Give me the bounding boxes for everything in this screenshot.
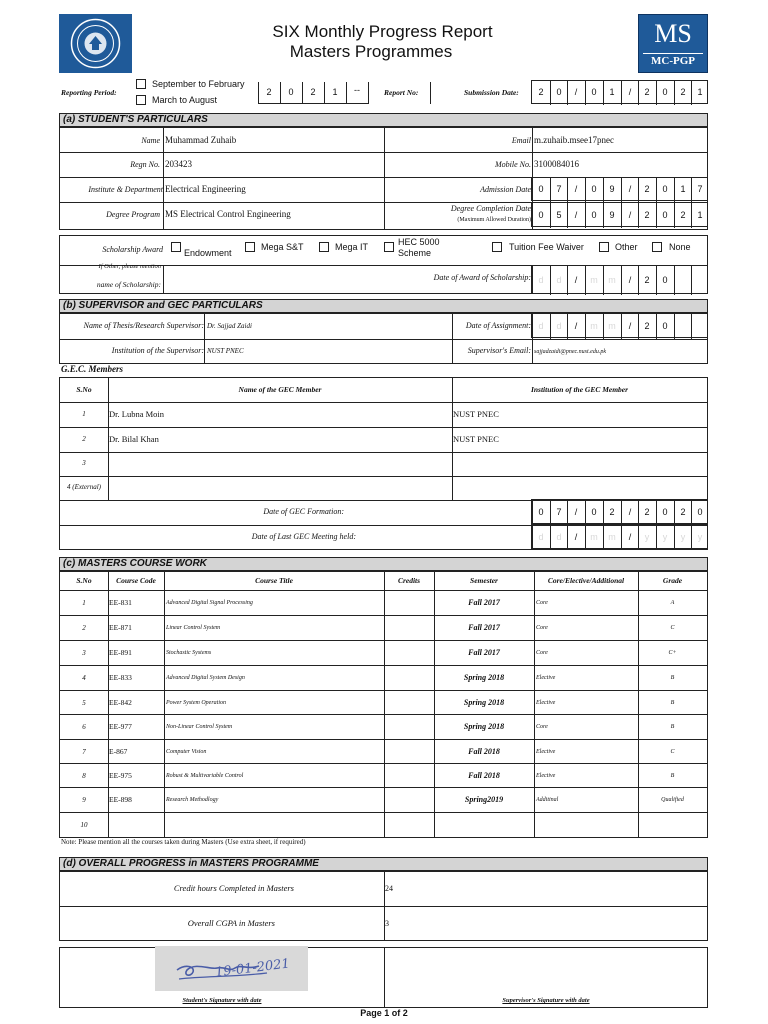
course-row-sno: 6 <box>82 723 86 731</box>
submission-date-boxes[interactable] <box>531 80 708 104</box>
course-row-semester[interactable]: Fall 2018 <box>468 771 500 780</box>
course-row-type[interactable]: Elective <box>536 700 556 706</box>
date-digit: 0 <box>591 210 597 220</box>
student-institute[interactable]: Electrical Engineering <box>165 184 246 194</box>
course-row-sno: 8 <box>82 772 86 780</box>
date-digit: y <box>680 532 686 542</box>
student-signature-image <box>155 946 308 991</box>
course-row-grade[interactable]: B <box>670 700 675 706</box>
assign-date-boxes[interactable] <box>531 313 708 338</box>
endowment-label: Endowment <box>184 248 232 258</box>
meeting-date-boxes[interactable] <box>531 524 708 549</box>
gec-meeting-label: Date of Last GEC Meeting held: <box>251 532 356 541</box>
course-row-semester[interactable]: Spring 2018 <box>463 673 505 682</box>
date-digit: 1 <box>697 87 703 97</box>
date-digit: / <box>628 87 632 97</box>
course-row-title[interactable]: Robust & Multivariable Control <box>166 773 244 779</box>
mega-it-checkbox[interactable] <box>319 242 329 252</box>
course-row-grade[interactable]: B <box>670 675 675 681</box>
email-label: Email <box>511 136 531 145</box>
completion-note: (Maximum Allowed Duration) <box>457 217 531 223</box>
course-row-code[interactable]: EE-831 <box>109 598 132 607</box>
date-digit: / <box>574 87 578 97</box>
course-row-title[interactable]: Research Methodlogy <box>166 797 219 803</box>
date-digit: 2 <box>609 507 615 517</box>
date-digit: 0 <box>662 210 668 220</box>
date-digit: / <box>574 507 578 517</box>
course-row-semester[interactable]: Spring 2018 <box>463 698 505 707</box>
award-date-label: Date of Award of Scholarship: <box>433 273 531 282</box>
ms-badge <box>638 14 708 73</box>
endowment-checkbox[interactable] <box>171 242 181 252</box>
year-digit: 2 <box>266 87 272 97</box>
date-digit: d <box>556 532 562 542</box>
gec-row-name[interactable]: Dr. Bilal Khan <box>109 434 159 444</box>
assignment-date-label: Date of Assignment: <box>465 321 531 330</box>
date-digit: 0 <box>591 184 597 194</box>
date-digit: 0 <box>662 87 668 97</box>
course-row-semester[interactable]: Fall 2018 <box>468 747 500 756</box>
course-row-code[interactable]: EE-975 <box>109 771 132 780</box>
report-title: SIX Monthly Progress Report <box>272 22 493 41</box>
other-label: Other <box>615 242 638 252</box>
course-row-title[interactable]: Computer Vision <box>166 749 207 755</box>
course-row-title[interactable]: Stochastic Systems <box>166 650 212 656</box>
tuition-waiver-checkbox[interactable] <box>492 242 502 252</box>
date-digit: 0 <box>538 184 544 194</box>
date-digit: d <box>556 275 562 285</box>
course-row-title[interactable]: Non-Linear Control System <box>166 724 233 730</box>
supervisor-email[interactable]: sajjadzaidi@pnec.nust.edu.pk <box>534 349 607 355</box>
date-digit: 9 <box>609 184 615 194</box>
date-digit: m <box>590 532 598 542</box>
date-digit: / <box>574 275 578 285</box>
course-header-type: Core/Elective/Additional <box>547 576 625 585</box>
hec-5000-checkbox[interactable] <box>384 242 394 252</box>
none-checkbox[interactable] <box>652 242 662 252</box>
date-digit: 2 <box>680 87 686 97</box>
program-label: Degree Program <box>106 210 160 219</box>
date-digit: m <box>608 532 616 542</box>
date-digit: d <box>538 275 544 285</box>
signature-date: 19-01-2021 <box>214 956 291 981</box>
course-row-sno: 9 <box>82 796 86 804</box>
none-label: None <box>669 242 691 252</box>
reporting-period-label: Reporting Period: <box>61 88 117 97</box>
course-row-type[interactable]: Core <box>536 650 548 656</box>
institute-label: Institute & Department <box>88 185 163 194</box>
date-digit: 0 <box>662 321 668 331</box>
other-scholarship-note-1: If Other, please mention <box>98 263 161 270</box>
date-digit: / <box>574 321 578 331</box>
course-row-code[interactable]: EE-833 <box>109 673 132 682</box>
cgpa-value[interactable]: 3 <box>385 919 389 928</box>
regn-label: Regn No. <box>130 160 160 169</box>
course-row-sno: 2 <box>82 624 86 632</box>
gec-formation-label: Date of GEC Formation: <box>263 507 344 516</box>
student-name[interactable]: Muhammad Zuhaib <box>165 135 237 145</box>
date-digit: 2 <box>680 210 686 220</box>
student-regn[interactable]: 203423 <box>165 159 192 169</box>
course-row-sno: 1 <box>82 599 86 607</box>
date-digit: 1 <box>680 184 686 194</box>
course-row-type[interactable]: Core <box>536 724 548 730</box>
course-row-sno: 7 <box>82 748 86 756</box>
course-header-code: Course Code <box>116 576 156 585</box>
gec-row-sno: 1 <box>82 410 86 418</box>
period-sept-feb-label: September to February <box>152 79 245 89</box>
date-digit: 0 <box>556 87 562 97</box>
date-digit: 2 <box>538 87 544 97</box>
date-digit: / <box>574 210 578 220</box>
course-row-code[interactable]: EE-977 <box>109 722 132 731</box>
course-row-sno: 3 <box>82 649 86 657</box>
admission-date-boxes[interactable] <box>531 177 708 201</box>
year-digit: 1 <box>332 87 338 97</box>
report-subtitle: Masters Programmes <box>289 42 453 61</box>
other-checkbox[interactable] <box>599 242 609 252</box>
date-digit: m <box>590 275 598 285</box>
date-digit: 7 <box>556 184 562 194</box>
date-digit: 7 <box>556 507 562 517</box>
admission-label: Admission Date <box>480 185 531 194</box>
supervisor-name-label: Name of Thesis/Research Supervisor: <box>83 321 204 330</box>
date-digit: m <box>608 275 616 285</box>
course-row-semester[interactable]: Fall 2017 <box>468 598 500 607</box>
course-row-grade[interactable]: C <box>670 625 675 631</box>
course-row-code[interactable]: EE-891 <box>109 648 132 657</box>
course-row-grade[interactable]: A <box>670 600 675 606</box>
gec-row-sno: 2 <box>82 435 86 443</box>
date-digit: 5 <box>556 210 562 220</box>
course-row-sno: 5 <box>82 699 86 707</box>
mobile-label: Mobile No. <box>495 160 531 169</box>
date-digit: / <box>628 210 632 220</box>
course-row-title[interactable]: Advanced Digital Signal Processing <box>166 600 253 606</box>
gec-row-inst[interactable]: NUST PNEC <box>453 409 499 419</box>
mega-st-checkbox[interactable] <box>245 242 255 252</box>
gec-header-sno: S.No <box>76 385 92 394</box>
course-row-type[interactable]: Elective <box>536 675 556 681</box>
course-header-credits: Credits <box>397 576 421 585</box>
course-row-type[interactable]: Additinal <box>536 797 559 803</box>
date-digit: / <box>628 532 632 542</box>
date-digit: / <box>628 184 632 194</box>
gec-header-inst: Institution of the GEC Member <box>530 385 629 394</box>
supervisor-signature-label: Supervisor's Signature with date <box>502 997 590 1004</box>
date-digit: 7 <box>697 184 703 194</box>
section-a-header: (a) STUDENT'S PARTICULARS <box>59 113 708 127</box>
date-digit: 1 <box>609 87 615 97</box>
date-digit: y <box>697 532 703 542</box>
course-row-sno: 10 <box>80 821 88 829</box>
date-digit: / <box>628 275 632 285</box>
mega-st-label: Mega S&T <box>261 242 304 252</box>
tuition-waiver-label: Tuition Fee Waiver <box>509 242 584 252</box>
university-logo <box>59 14 132 73</box>
date-digit: 2 <box>644 184 650 194</box>
scholarship-label: Scholarship Award <box>102 245 163 254</box>
coursework-table <box>59 571 708 838</box>
date-digit: d <box>538 532 544 542</box>
date-digit: 0 <box>591 87 597 97</box>
course-header-grade: Grade <box>662 576 683 585</box>
date-digit: / <box>628 321 632 331</box>
course-row-sno: 4 <box>82 674 86 682</box>
supervisor-email-label: Supervisor's Email: <box>467 346 531 355</box>
date-digit: y <box>662 532 668 542</box>
date-digit: 0 <box>662 275 668 285</box>
course-row-semester[interactable]: Fall 2017 <box>468 623 500 632</box>
course-header-sno: S.No <box>76 576 92 585</box>
date-digit: 2 <box>680 507 686 517</box>
credit-hours-value[interactable]: 24 <box>385 884 393 893</box>
course-row-code[interactable]: EE-842 <box>109 698 132 707</box>
formation-date-boxes[interactable] <box>531 499 708 524</box>
period-mar-aug-label: March to August <box>152 95 218 105</box>
course-row-title[interactable]: Linear Control System <box>166 625 221 631</box>
section-c-header: (c) MASTERS COURSE WORK <box>59 557 708 571</box>
supervisor-inst-label: Institution of the Supervisor: <box>111 346 204 355</box>
date-digit: / <box>628 507 632 517</box>
course-row-title[interactable]: Advanced Digital System Design <box>166 675 245 681</box>
date-digit: 1 <box>697 210 703 220</box>
course-row-grade[interactable]: C <box>670 749 675 755</box>
gec-row-name[interactable]: Dr. Lubna Moin <box>109 409 165 419</box>
date-digit: 2 <box>644 321 650 331</box>
student-email[interactable]: m.zuhaib.msee17pnec <box>534 135 614 145</box>
date-digit: 2 <box>644 87 650 97</box>
date-digit: d <box>538 321 544 331</box>
section-d-header: (d) OVERALL PROGRESS in MASTERS PROGRAMME <box>59 857 708 871</box>
date-digit: 2 <box>644 210 650 220</box>
date-digit: 9 <box>609 210 615 220</box>
course-row-code[interactable]: E-867 <box>109 747 128 756</box>
ms-badge-sub: MC-PGP <box>643 53 703 68</box>
gec-row-inst[interactable]: NUST PNEC <box>453 434 499 444</box>
submission-date-label: Submission Date: <box>464 88 519 97</box>
period-mar-aug-checkbox[interactable] <box>136 95 146 105</box>
period-sept-feb-checkbox[interactable] <box>136 79 146 89</box>
progress-table <box>59 871 708 941</box>
section-b-header: (b) SUPERVISOR and GEC PARTICULARS <box>59 299 708 313</box>
course-row-semester[interactable]: Fall 2017 <box>468 648 500 657</box>
coursework-note: Note: Please mention all the courses taken during Masters (Use extra sheet, if required) <box>61 838 306 846</box>
date-digit: y <box>644 532 650 542</box>
course-header-semester: Semester <box>470 576 498 585</box>
date-digit: 0 <box>662 507 668 517</box>
page-number: Page 1 of 2 <box>360 1008 408 1018</box>
date-digit: 2 <box>644 275 650 285</box>
date-digit: m <box>590 321 598 331</box>
course-row-semester[interactable]: Spring2019 <box>464 795 504 804</box>
course-row-type[interactable]: Core <box>536 600 548 606</box>
report-no-label: Report No: <box>384 88 419 97</box>
name-label: Name <box>141 136 160 145</box>
date-digit: 0 <box>591 507 597 517</box>
date-digit: m <box>608 321 616 331</box>
supervisor-inst[interactable]: NUST PNEC <box>207 347 244 355</box>
ms-badge-main: MS <box>654 19 692 48</box>
date-digit: 2 <box>644 507 650 517</box>
date-digit: 0 <box>662 184 668 194</box>
year-boxes[interactable] <box>258 82 378 104</box>
year-digit: 0 <box>288 87 294 97</box>
mega-it-label: Mega IT <box>335 242 369 252</box>
date-digit: 0 <box>538 507 544 517</box>
course-row-code[interactable]: EE-871 <box>109 623 132 632</box>
completion-date-boxes[interactable] <box>531 202 708 227</box>
gec-title: G.E.C. Members <box>61 364 124 374</box>
year-digit: 2 <box>310 87 316 97</box>
course-row-type[interactable]: Elective <box>536 773 556 779</box>
course-row-code[interactable]: EE-898 <box>109 795 132 804</box>
student-signature-label: Student's Signature with date <box>182 997 262 1004</box>
course-header-title: Course Title <box>255 576 293 585</box>
other-scholarship-note-2: name of Scholarship: <box>96 280 161 289</box>
course-row-grade[interactable]: C+ <box>668 650 677 656</box>
student-mobile[interactable]: 3100084016 <box>534 159 579 169</box>
course-row-type[interactable]: Core <box>536 625 548 631</box>
cgpa-label: Overall CGPA in Masters <box>187 918 275 928</box>
course-row-grade[interactable]: B <box>670 724 675 730</box>
gec-row-sno: 3 <box>82 459 86 467</box>
date-digit: / <box>574 532 578 542</box>
credit-hours-label: Credit hours Completed in Masters <box>173 883 294 893</box>
completion-label: Degree Completion Date <box>450 204 531 213</box>
hec-5000-label: HEC 5000 Scheme <box>398 237 440 258</box>
course-row-semester[interactable]: Spring 2018 <box>463 722 505 731</box>
course-row-title[interactable]: Power System Operation <box>166 700 226 706</box>
date-digit: / <box>574 184 578 194</box>
course-row-grade[interactable]: B <box>670 773 675 779</box>
course-row-type[interactable]: Elective <box>536 749 556 755</box>
gec-row-sno: 4 (External) <box>66 483 101 491</box>
course-row-grade[interactable]: Qualified <box>661 797 684 803</box>
date-digit: d <box>556 321 562 331</box>
date-digit: 0 <box>538 210 544 220</box>
year-digit: -- <box>354 85 360 95</box>
gec-header-name: Name of the GEC Member <box>238 385 322 394</box>
student-program[interactable]: MS Electrical Control Engineering <box>165 209 291 219</box>
award-date-boxes[interactable] <box>531 265 708 294</box>
date-digit: 0 <box>697 507 703 517</box>
supervisor-name[interactable]: Dr. Sajjad Zaidi <box>207 322 252 330</box>
